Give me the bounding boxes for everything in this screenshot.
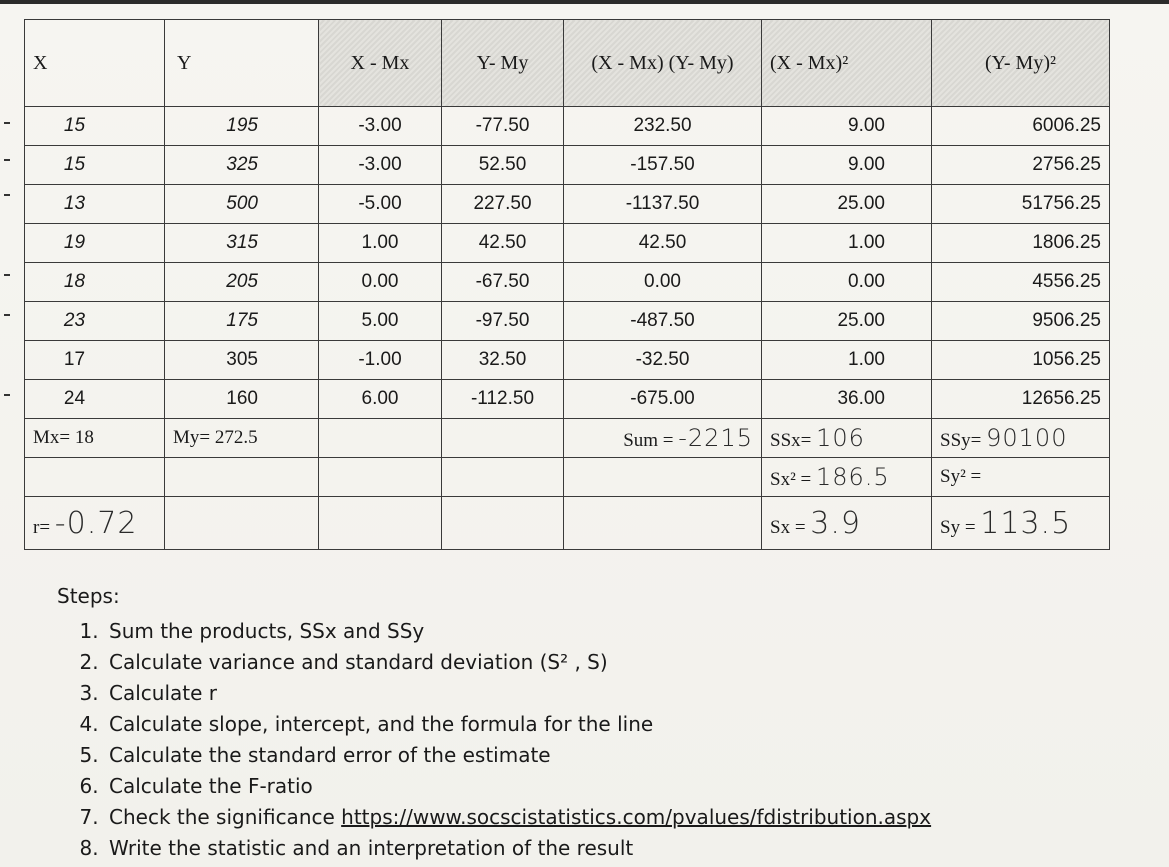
empty-cell: [25, 458, 165, 497]
step-item: [105, 647, 931, 678]
table-row: [25, 302, 1110, 341]
step-item: [105, 709, 931, 740]
step-text: Calculate slope, intercept, and the formula for the line: [109, 712, 654, 736]
cell-x: 17: [25, 341, 165, 380]
sx-value: 3.9: [810, 505, 862, 541]
step-item: [105, 802, 931, 833]
table-row: [25, 146, 1110, 185]
ssx-value: 106: [816, 424, 865, 452]
empty-cell: [442, 458, 564, 497]
cell-y-dev: 52.50: [442, 146, 564, 185]
cell-y: 325: [165, 146, 319, 185]
cell-product: -675.00: [564, 380, 762, 419]
cell-x-dev: 1.00: [319, 224, 442, 263]
table-row-variance: [25, 458, 1110, 497]
header-y: Y: [165, 20, 319, 107]
cell-x-dev: 6.00: [319, 380, 442, 419]
cell-x-dev-sq: 9.00: [762, 146, 932, 185]
fdistribution-link[interactable]: https://www.socscistatistics.com/pvalues/fdistribution.aspx: [341, 805, 932, 829]
header-y-minus-my: Y- My: [442, 20, 564, 107]
cell-x: 24: [25, 380, 165, 419]
cell-x: 15: [25, 146, 165, 185]
step-text: Calculate variance and standard deviation (S² , S): [109, 650, 608, 674]
step-text: Calculate the F-ratio: [109, 774, 313, 798]
cell-x-dev: -3.00: [319, 146, 442, 185]
step-text: Check the significance: [109, 805, 342, 829]
cell-x-dev: 0.00: [319, 263, 442, 302]
table-row: [25, 380, 1110, 419]
cell-y: 305: [165, 341, 319, 380]
sy-label: Sy =: [940, 516, 976, 538]
header-x-minus-mx: X - Mx: [319, 20, 442, 107]
cell-product: -1137.50: [564, 185, 762, 224]
cell-y: 500: [165, 185, 319, 224]
cell-y-dev: -67.50: [442, 263, 564, 302]
sy2-label: Sy² =: [940, 466, 982, 487]
cell-y: 315: [165, 224, 319, 263]
regression-table: [24, 19, 1110, 550]
empty-cell: [442, 497, 564, 550]
sy-cell: [932, 497, 1110, 550]
cell-x-dev-sq: 36.00: [762, 380, 932, 419]
empty-cell: [442, 419, 564, 458]
mean-x: Mx= 18: [25, 419, 165, 458]
cell-x-dev-sq: 25.00: [762, 185, 932, 224]
ssy-cell: [932, 419, 1110, 458]
sum-value: -2215: [678, 424, 753, 452]
cell-product: -32.50: [564, 341, 762, 380]
sx2-label: Sx² =: [770, 469, 812, 490]
cell-y-dev-sq: 1056.25: [932, 341, 1110, 380]
cell-x: 15: [25, 107, 165, 146]
worksheet-page: [0, 4, 1169, 867]
ssx-label: SSx=: [770, 430, 812, 451]
cell-product: -157.50: [564, 146, 762, 185]
cell-x-dev: 5.00: [319, 302, 442, 341]
cell-x-dev-sq: 1.00: [762, 341, 932, 380]
table-row: [25, 107, 1110, 146]
step-item: [105, 833, 931, 864]
steps-title: Steps:: [57, 584, 120, 608]
cell-x-dev-sq: 0.00: [762, 263, 932, 302]
step-item: [105, 616, 931, 647]
steps-list: [57, 616, 931, 864]
header-x: X: [25, 20, 165, 107]
header-y-dev-squared: (Y- My)²: [932, 20, 1110, 107]
step-text: Sum the products, SSx and SSy: [109, 619, 425, 643]
cell-y: 205: [165, 263, 319, 302]
r-value: -0.72: [54, 505, 138, 541]
cell-y-dev: 42.50: [442, 224, 564, 263]
cell-y-dev-sq: 4556.25: [932, 263, 1110, 302]
table-row-means: [25, 419, 1110, 458]
cell-x: 13: [25, 185, 165, 224]
cell-y: 195: [165, 107, 319, 146]
sum-products-cell: [564, 419, 762, 458]
cell-product: 0.00: [564, 263, 762, 302]
cell-x-dev-sq: 25.00: [762, 302, 932, 341]
sy-value: 113.5: [980, 505, 1072, 541]
cell-y: 175: [165, 302, 319, 341]
table-row: [25, 263, 1110, 302]
sx-cell: [762, 497, 932, 550]
step-item: [105, 678, 931, 709]
empty-cell: [319, 497, 442, 550]
cell-x: 18: [25, 263, 165, 302]
cell-y-dev-sq: 2756.25: [932, 146, 1110, 185]
table-header-row: [25, 20, 1110, 107]
cell-y-dev-sq: 6006.25: [932, 107, 1110, 146]
table-row-stdev: [25, 497, 1110, 550]
ssy-label: SSy=: [940, 430, 982, 451]
empty-cell: [319, 458, 442, 497]
cell-y-dev-sq: 12656.25: [932, 380, 1110, 419]
sx2-value: 186.5: [815, 463, 890, 491]
table-row: [25, 185, 1110, 224]
table-row: [25, 224, 1110, 263]
header-x-dev-squared: (X - Mx)²: [762, 20, 932, 107]
ssy-value: 90100: [986, 424, 1068, 452]
cell-x-dev-sq: 9.00: [762, 107, 932, 146]
cell-x-dev: -3.00: [319, 107, 442, 146]
empty-cell: [564, 458, 762, 497]
sy2-cell: [932, 458, 1110, 497]
empty-cell: [165, 497, 319, 550]
r-label: r=: [33, 516, 51, 538]
cell-y-dev-sq: 51756.25: [932, 185, 1110, 224]
table-row: [25, 341, 1110, 380]
step-text: Calculate the standard error of the estimate: [109, 743, 551, 767]
cell-product: 232.50: [564, 107, 762, 146]
cell-x: 23: [25, 302, 165, 341]
cell-x-dev: -1.00: [319, 341, 442, 380]
cell-y-dev: 32.50: [442, 341, 564, 380]
step-text: Calculate r: [109, 681, 217, 705]
header-product: (X - Mx) (Y- My): [564, 20, 762, 107]
table-body: [25, 107, 1110, 419]
sx-label: Sx =: [770, 516, 806, 538]
r-cell: [25, 497, 165, 550]
cell-y-dev: -112.50: [442, 380, 564, 419]
cell-y: 160: [165, 380, 319, 419]
cell-product: -487.50: [564, 302, 762, 341]
cell-x-dev: -5.00: [319, 185, 442, 224]
cell-y-dev: -77.50: [442, 107, 564, 146]
step-item: [105, 740, 931, 771]
mean-y: My= 272.5: [165, 419, 319, 458]
empty-cell: [165, 458, 319, 497]
cell-x: 19: [25, 224, 165, 263]
step-text: Write the statistic and an interpretation of the result: [109, 836, 634, 860]
cell-y-dev-sq: 1806.25: [932, 224, 1110, 263]
steps-section: [57, 584, 931, 864]
step-item: [105, 771, 931, 802]
ssx-cell: [762, 419, 932, 458]
empty-cell: [319, 419, 442, 458]
empty-cell: [564, 497, 762, 550]
sum-label: Sum =: [623, 430, 674, 451]
cell-x-dev-sq: 1.00: [762, 224, 932, 263]
cell-y-dev: -97.50: [442, 302, 564, 341]
sx2-cell: [762, 458, 932, 497]
cell-y-dev-sq: 9506.25: [932, 302, 1110, 341]
cell-y-dev: 227.50: [442, 185, 564, 224]
cell-product: 42.50: [564, 224, 762, 263]
